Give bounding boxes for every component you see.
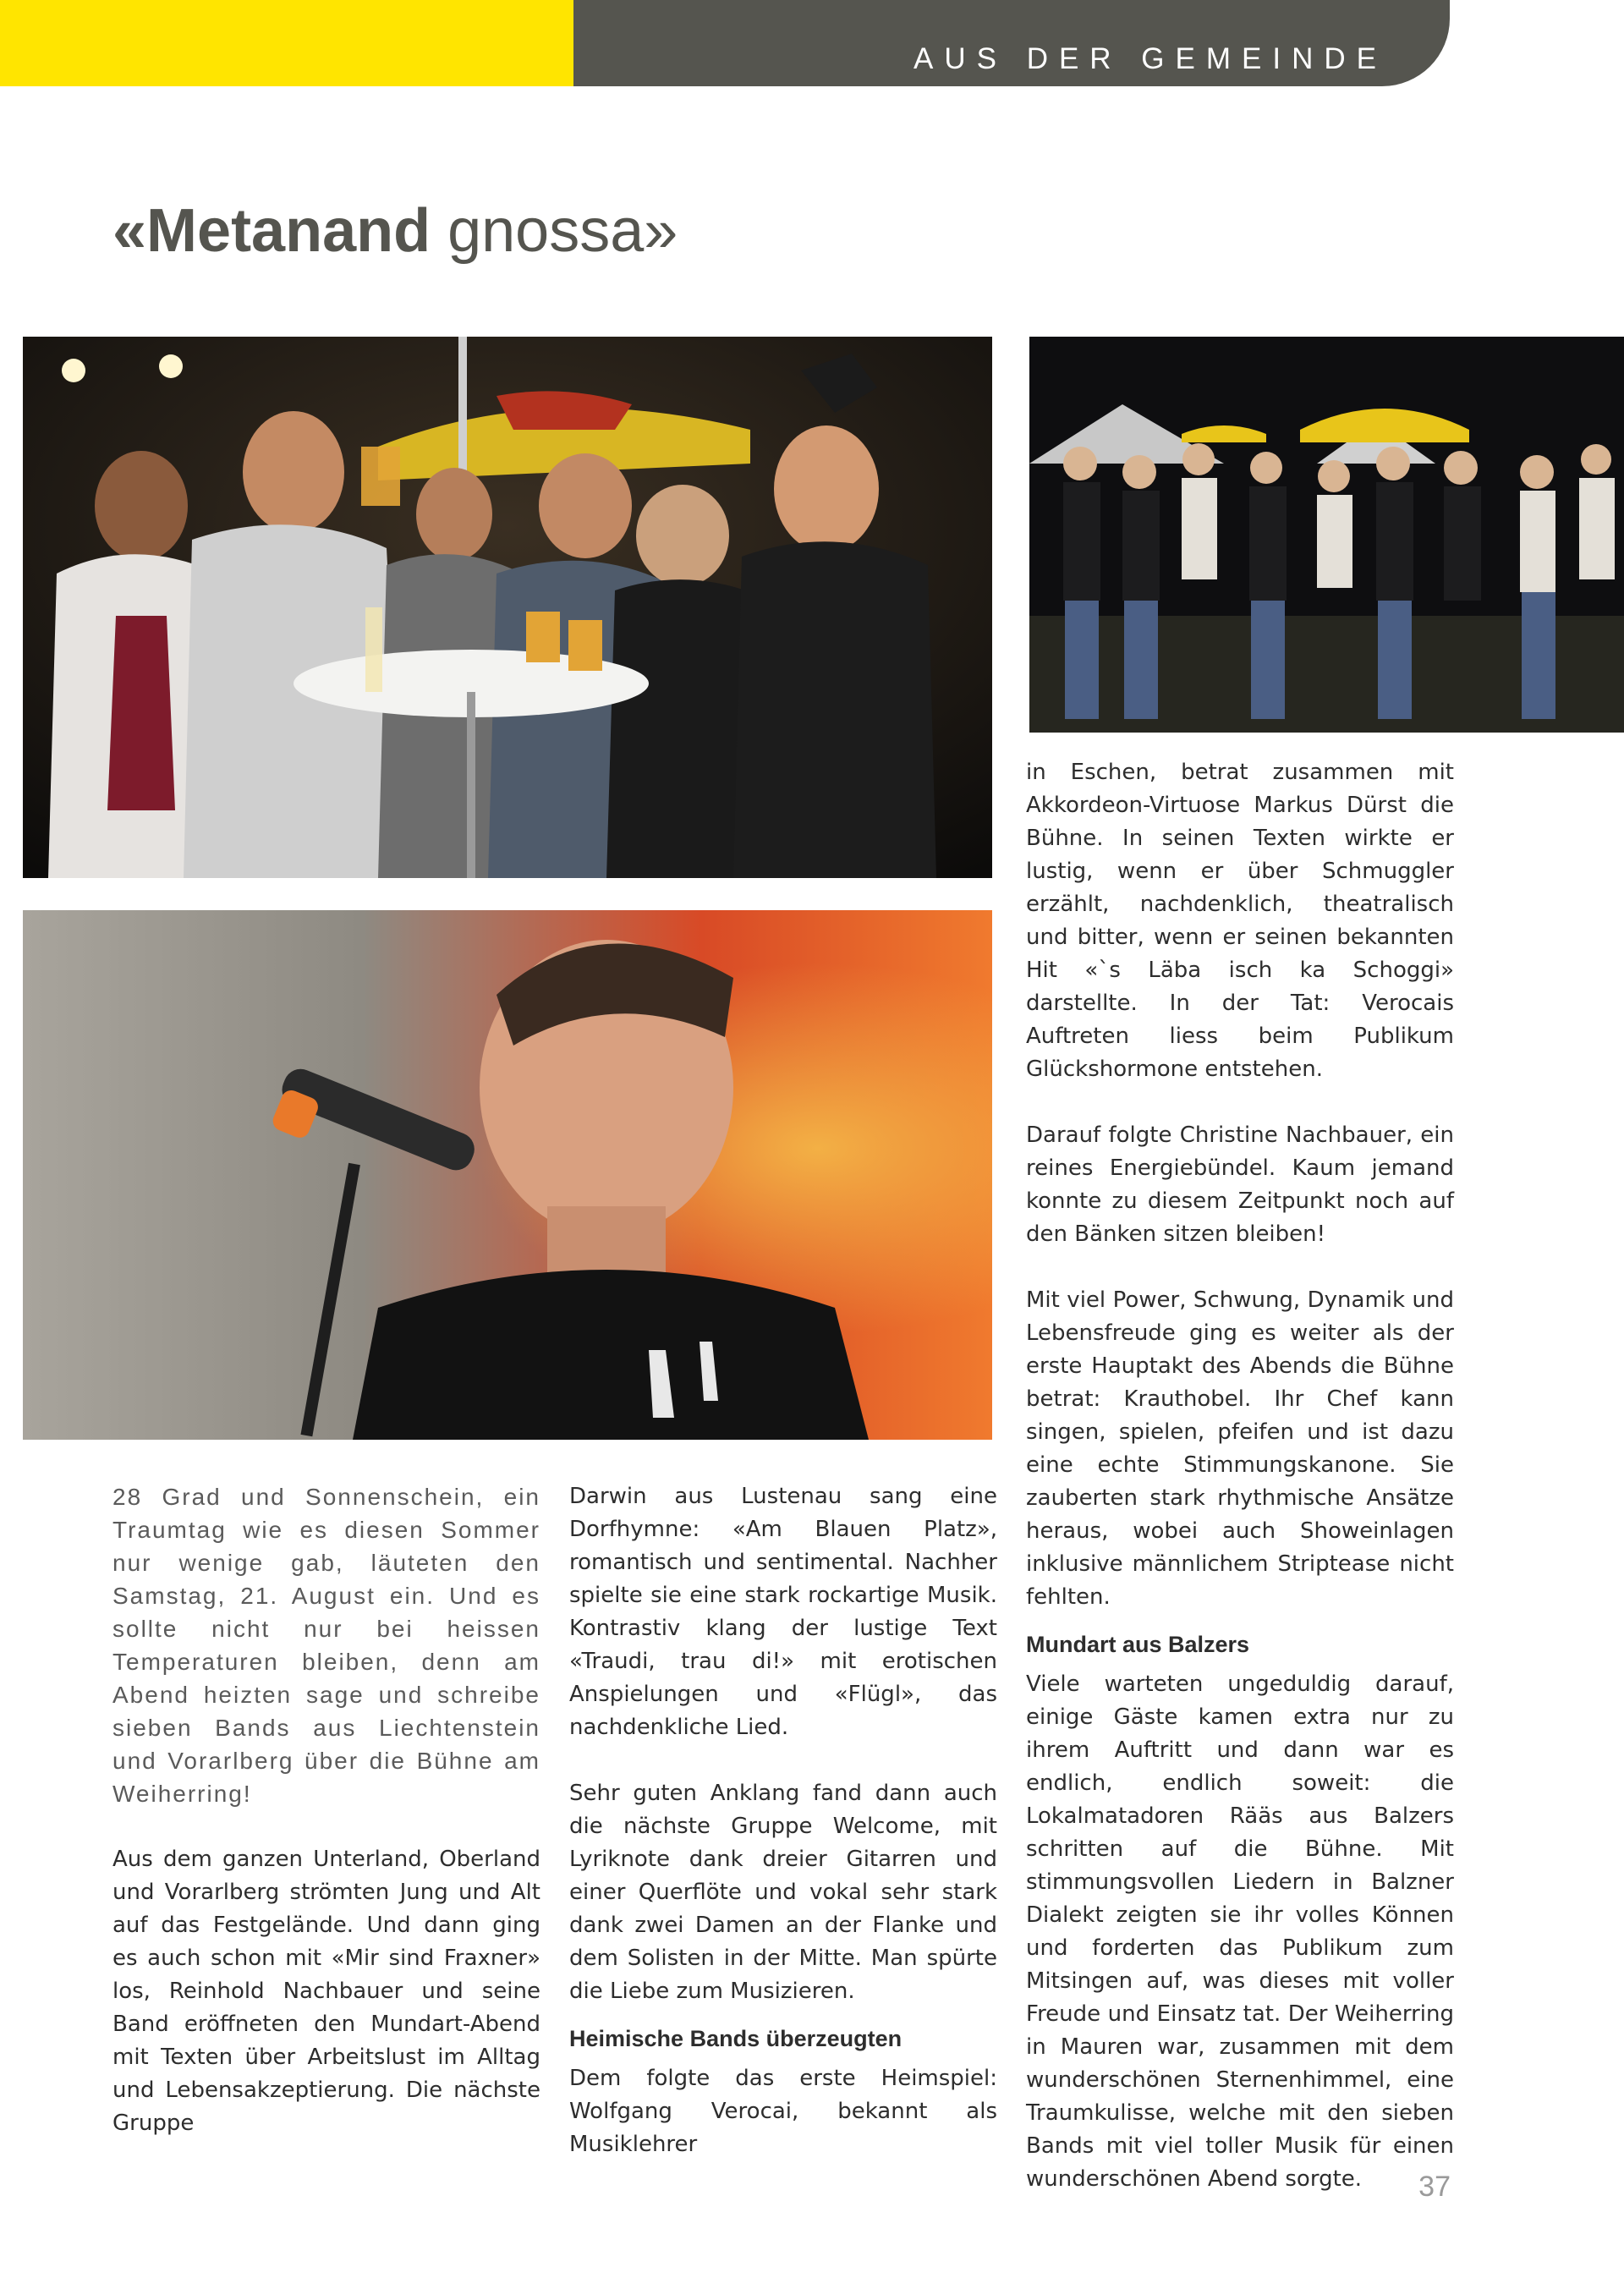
photo-dancing-crowd-image [1029,337,1624,733]
photo-dancing-crowd [1029,337,1624,733]
header-section-bar [573,0,1450,86]
paragraph: Darwin aus Lustenau sang eine Dorfhymne: «Am Blauen Platz», romantisch und sentimental. Nachher spielte sie eine stark rockartige Musik. Kontrastiv klang der lustige Text «Traudi, trau di!» mit erotischen Anspielungen und «Flügl», das nachdenkliche Lied. [569,1484,997,1740]
lead-paragraph: 28 Grad und Sonnenschein, ein Traumtag wie es diesen Sommer nur wenige gab, läuteten den Samstag, 21. August ein. Und es sollte nicht nur bei heissen Temperaturen bleiben, denn am Abend heizten sage und schreibe sieben Bands aus Liechtenstein und Vorarlberg über die Bühne am Weiherring! [112,1484,540,1807]
header-accent-bar [0,0,573,86]
article-column-1 [112,1480,540,2140]
subheading: Heimische Bands überzeugten [569,2026,903,2051]
paragraph: Dem folgte das erste Heimspiel: Wolfgang Verocai, bekannt als Musiklehrer [569,2066,997,2157]
section-label: AUS DER GEMEINDE [914,42,1387,75]
title-bold: «Metanand [112,197,431,265]
photo-singer-image [23,910,992,1440]
photo-group-beers [23,337,992,878]
paragraph: Darauf folgte Christine Nachbauer, ein reines Energiebündel. Kaum jemand konnte zu diesem Zeitpunkt noch auf den Bänken sitzen bleiben! [1026,1123,1454,1247]
paragraph: Viele warteten ungeduldig darauf, einige Gäste kamen extra nur zu ihrem Auftritt und dann war es endlich, endlich soweit: die Lokalmatadoren Rääs aus Balzers schritten auf die Bühne. Mit stimmungsvollen Liedern in Balzner Dialekt zeigten sie ihr volles Können und forderten das Publikum zum Mitsingen auf, was dieses mit voller Freude und Einsatz tat. Der Weiherring in Mauren war, zusammen mit dem wunderschönen Sternenhimmel, eine Traumkulisse, welche mit den sieben Bands mit viel toller Musik für einen wunderschönen Abend sorgte. [1026,1671,1454,2192]
paragraph: Mit viel Power, Schwung, Dynamik und Lebensfreude ging es weiter als der erste Hauptakt des Abends die Bühne betrat: Krauthobel. Ihr Chef kann singen, spielen, pfeifen und ist dazu eine echte Stimmungskanone. Sie zauberten stark rhythmische Ansätze heraus, wobei auch Showeinlagen inklusive männlichem Striptease nicht fehlten. [1026,1287,1454,1610]
article-title [112,196,678,266]
subheading: Mundart aus Balzers [1026,1632,1250,1657]
paragraph: in Eschen, betrat zusammen mit Akkordeon-Virtuose Markus Dürst die Bühne. In seinen Texten wirkte er lustig, wenn er über Schmuggler erzählt, nachdenklich, theatralisch und bitter, wenn er seinen bekannten Hit «`s Läba isch ka Schoggi» darstellte. In der Tat: Verocais Auftreten liess beim Publikum Glückshormone entstehen. [1026,760,1454,1082]
photo-singer [23,910,992,1440]
page-number: 37 [1418,2171,1451,2203]
article-column-2 [569,1480,997,2161]
paragraph: Sehr guten Anklang fand dann auch die nächste Gruppe Welcome, mit Lyriknote dank dreier Gitarren und einer Querflöte und vokal sehr stark dank zwei Damen an der Flanke und dem Solisten in der Mitte. Man spürte die Liebe zum Musizieren. [569,1781,997,2004]
photo-group-beers-image [23,337,992,878]
article-column-3 [1026,756,1454,2196]
paragraph: Aus dem ganzen Unterland, Oberland und Vorarlberg strömten Jung und Alt auf das Festgelände. Und dann ging es auch schon mit «Mir sind Fraxner» los, Reinhold Nachbauer und seine Band eröffneten den Mundart-Abend mit Texten über Arbeitslust im Alltag und Lebensakzeptierung. Die nächste Gruppe [112,1847,540,2136]
title-light: gnossa» [431,197,678,265]
